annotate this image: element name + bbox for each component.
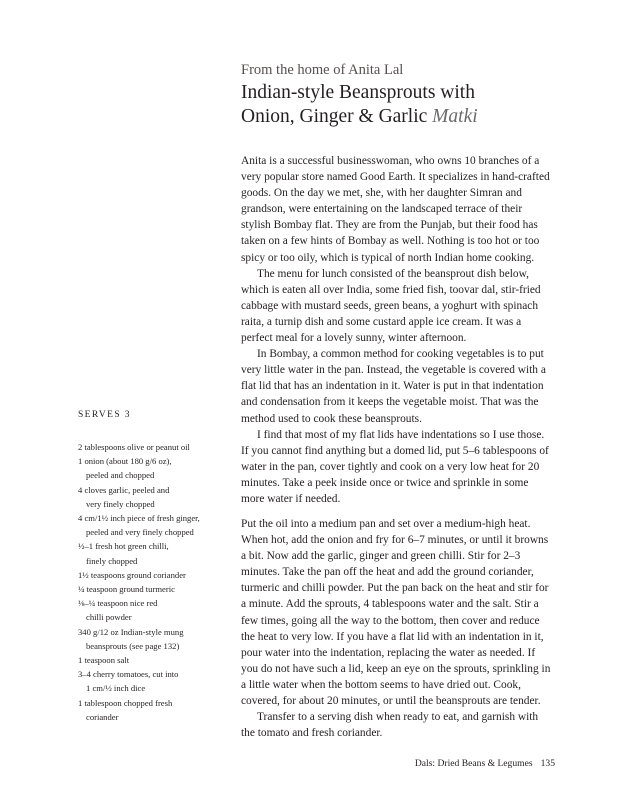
recipe-header xyxy=(241,61,581,129)
intro-paragraph: I find that most of my flat lids have indentations so I use those. If you cannot find anything but a domed lid, put 5–6 tablespoons of water in the pan, cover tightly and cook on a very low heat for 20 minutes. Take a peek inside once or twice and sprinkle in some more water if needed. xyxy=(241,428,549,505)
recipe-title-line-2: Onion, Ginger & Garlic xyxy=(241,106,428,127)
page-footer xyxy=(395,758,555,769)
ingredient-item: 3–4 cherry tomatoes, cut into 1 cm/½ inch dice xyxy=(78,669,179,694)
recipe-title xyxy=(241,81,581,129)
ingredient-list xyxy=(78,440,238,724)
ingredient-item: 1 teaspoon salt xyxy=(78,655,130,666)
ingredient-item: 1½ teaspoons ground coriander xyxy=(78,569,186,580)
ingredient-item: 1 tablespoon chopped fresh coriander xyxy=(78,697,173,722)
ingredient-item: ¼ teaspoon ground turmeric xyxy=(78,584,175,595)
ingredient-item: ½–1 fresh hot green chilli, finely chopped xyxy=(78,541,169,566)
serves-label: SERVES 3 xyxy=(78,410,131,420)
method-paragraph: Put the oil into a medium pan and set over a medium-high heat. When hot, add the onion and fry for 6–7 minutes, or until it browns a bit. Now add the garlic, ginger and green chilli. Stir for 2–3 minutes. Take the pan off the heat and add the ground coriander, turmeric and chilli powder. Put the pan back on the heat and stir for a minute. Add the sprouts, 4 tablespoons water and the salt. Stir a few times, going all the way to the bottom, then cover and reduce the heat to very low. If you have a flat lid with an indentation in it, pour water into the indentation, replacing the water as needed. If you do not have such a lid, keep an eye on the sprouts, sprinkling in a little water when the bottom seems to have dried out. Cook, covered, for about 20 minutes, or until the beansprouts are tender. xyxy=(241,518,551,708)
intro-paragraph: The menu for lunch consisted of the beansprout dish below, which is eaten all over India, some fried fish, toovar dal, stir-fried cabbage with mustard seeds, green beans, a yoghurt with spinach raita, a turnip dish and some custard apple ice cream. It was a perfect meal for a lovely sunny, winter afternoon. xyxy=(241,267,541,345)
recipe-title-line-1: Indian-style Beansprouts with xyxy=(241,82,475,103)
recipe-source: From the home of Anita Lal xyxy=(241,62,404,78)
ingredient-item: 1 onion (about 180 g/6 oz), peeled and chopped xyxy=(78,456,172,481)
ingredient-item: 340 g/12 oz Indian-style mung beansprouts (see page 132) xyxy=(78,626,184,651)
ingredient-item: 4 cm/1½ inch piece of fresh ginger, peeled and very finely chopped xyxy=(78,513,200,538)
ingredient-item: 4 cloves garlic, peeled and very finely chopped xyxy=(78,484,170,509)
intro-text xyxy=(241,153,553,507)
method-text xyxy=(241,516,553,741)
recipe-alt-name: Matki xyxy=(432,106,478,127)
intro-paragraph: In Bombay, a common method for cooking vegetables is to put very little water in the pan. Instead, the vegetable is covered with a flat lid that has an indentation in it. Water is put in that indentation and condensation from it keeps the vegetable moist. That was the method used to cook these beansprouts. xyxy=(241,348,546,425)
ingredient-item: 2 tablespoons olive or peanut oil xyxy=(78,442,190,452)
page-number: 135 xyxy=(540,758,555,769)
intro-paragraph: Anita is a successful businesswoman, who owns 10 branches of a very popular store named Good Earth. It specializes in hand-crafted goods. On the day we met, she, with her daughter Simran and grandson, were entertaining on the landscaped terrace of their stylish Bombay flat. They are from the Punjab, but their food has taken on a few hints of Bombay as well. Nothing is too hot or too spicy or too oily, which is typical of north Indian home cooking. xyxy=(241,155,550,264)
footer-section-title: Dals: Dried Beans & Legumes xyxy=(414,758,533,769)
method-paragraph: Transfer to a serving dish when ready to eat, and garnish with the tomato and fresh coriander. xyxy=(241,711,539,740)
ingredient-item: ⅛–¼ teaspoon nice red chilli powder xyxy=(78,598,158,623)
